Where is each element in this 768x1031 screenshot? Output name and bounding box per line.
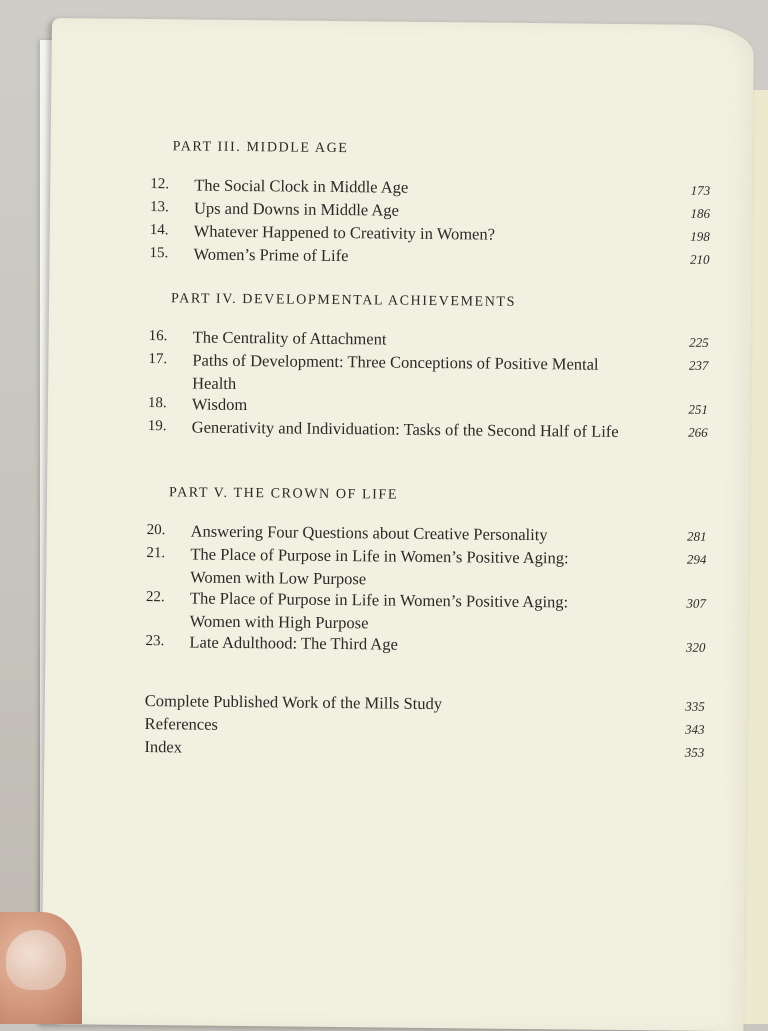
entry-title: References <box>144 714 219 734</box>
chapter-title: Whatever Happened to Creativity in Women? <box>193 221 496 244</box>
page-number: 281 <box>687 528 707 544</box>
page-number: 210 <box>689 251 710 267</box>
table-of-contents <box>144 139 711 790</box>
chapter-number: 19. <box>147 418 167 435</box>
section-part-iii <box>149 139 710 271</box>
section-heading: PART III. MIDDLE AGE <box>172 139 349 157</box>
page-number: 237 <box>688 357 709 373</box>
chapter-title: The Place of Purpose in Life in Women’s Positive Aging: Women with High Purpose <box>189 588 569 633</box>
chapter-number: 18. <box>147 395 167 412</box>
chapter-number: 21. <box>146 545 166 562</box>
toc-entry <box>148 348 708 398</box>
toc-entry <box>147 415 707 465</box>
chapter-number: 16. <box>148 328 168 345</box>
page-number: 307 <box>686 595 706 611</box>
page-number: 335 <box>685 698 705 714</box>
page-number: 353 <box>684 744 705 760</box>
chapter-title: Late Adulthood: The Third Age <box>189 632 398 654</box>
toc-entry <box>146 586 706 636</box>
page-number: 266 <box>688 424 708 440</box>
chapter-title: The Social Clock in Middle Age <box>194 175 409 197</box>
entry-title: Complete Published Work of the Mills Study <box>144 691 443 714</box>
chapter-number: 17. <box>148 351 168 368</box>
chapter-title: Paths of Development: Three Conceptions of Positive Mental Health <box>192 350 599 393</box>
page-number: 186 <box>690 205 711 221</box>
page-number: 251 <box>688 401 709 417</box>
chapter-title: The Place of Purpose in Life in Women’s Positive Aging: Women with Low Purpose <box>190 544 569 589</box>
section-heading: PART IV. DEVELOPMENTAL ACHIEVEMENTS <box>170 291 517 310</box>
page-number: 225 <box>689 334 709 350</box>
chapter-title: Ups and Downs in Middle Age <box>193 198 399 220</box>
section-heading: PART V. THE CROWN OF LIFE <box>168 485 399 503</box>
toc-entry <box>146 542 706 592</box>
thumbnail-nail <box>6 930 66 990</box>
toc-entry <box>144 735 704 764</box>
chapter-number: 14. <box>149 222 169 239</box>
chapter-number: 13. <box>149 199 169 216</box>
back-matter <box>144 689 705 764</box>
chapter-title: Wisdom <box>191 394 248 415</box>
page-number: 173 <box>690 182 711 198</box>
book-page <box>41 18 753 1031</box>
chapter-title: The Centrality of Attachment <box>192 327 387 349</box>
page-number: 343 <box>685 721 705 737</box>
chapter-title: Generativity and Individuation: Tasks of the Second Half of Life <box>191 417 619 441</box>
chapter-title: Answering Four Questions about Creative Personality <box>190 521 548 545</box>
toc-entry <box>145 630 705 659</box>
section-part-v <box>145 485 707 659</box>
page-number: 294 <box>686 551 707 567</box>
chapter-number: 12. <box>150 176 170 193</box>
chapter-title: Women’s Prime of Life <box>193 244 349 266</box>
section-part-iv <box>147 291 709 465</box>
chapter-number: 15. <box>149 245 169 262</box>
page-number: 320 <box>685 639 706 655</box>
entry-title: Index <box>144 737 183 757</box>
chapter-number: 23. <box>145 633 165 650</box>
page-number: 198 <box>690 228 710 244</box>
chapter-number: 20. <box>146 522 166 539</box>
toc-entry <box>149 242 709 271</box>
chapter-number: 22. <box>145 589 165 606</box>
